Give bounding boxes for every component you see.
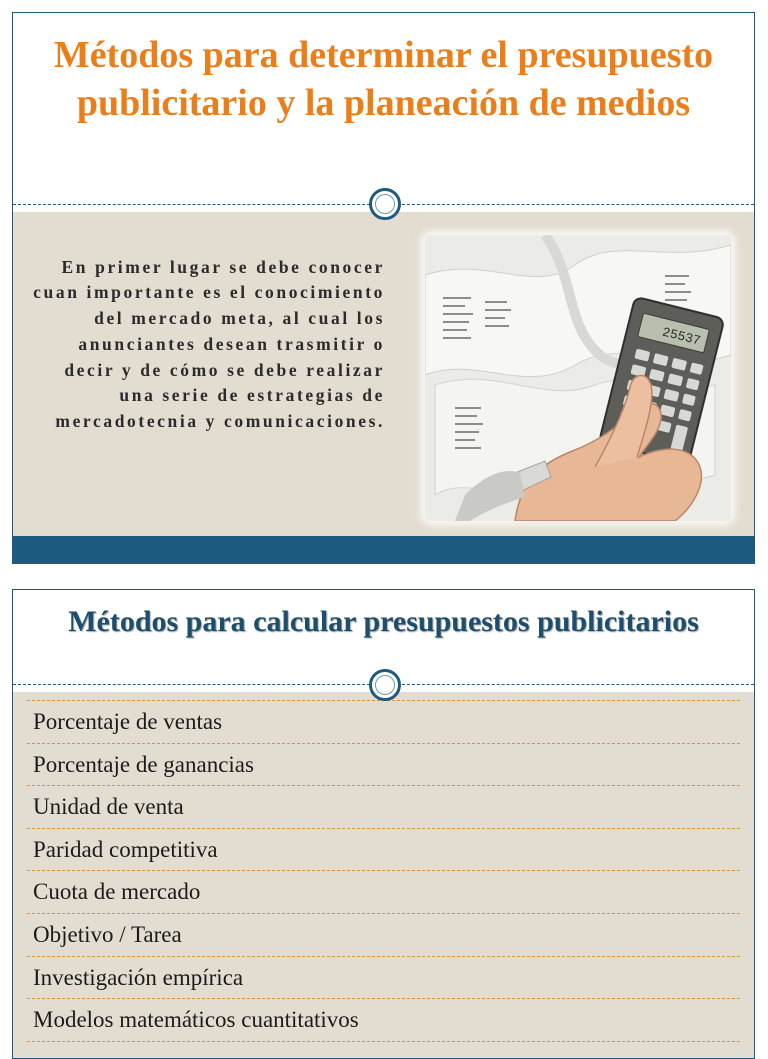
list-item: Modelos matemáticos cuantitativos xyxy=(27,999,740,1042)
calculator-illustration xyxy=(425,235,731,521)
intro-paragraph: En primer lugar se debe conocer cuan importante es el conocimiento del mercado meta, al cual los anunciantes desean trasmitir o decir y de cómo se debe realizar una serie de estrategias de mercadotecnia y comunicaciones. xyxy=(33,256,385,432)
slide-title: Métodos para calcular presupuestos publicitarios xyxy=(68,605,699,638)
list-item: Porcentaje de ventas xyxy=(27,701,740,744)
slide-calculation-methods xyxy=(12,589,755,1059)
list-item: Objetivo / Tarea xyxy=(27,914,740,957)
list-item: Porcentaje de ganancias xyxy=(27,744,740,787)
slide-body xyxy=(13,692,754,1058)
methods-list xyxy=(27,700,740,1042)
divider-ring-ornament xyxy=(369,188,401,220)
list-item: Investigación empírica xyxy=(27,957,740,1000)
slide-body xyxy=(13,212,754,536)
slide-title: Métodos para determinar el presupuesto publicitario y la planeación de medios xyxy=(53,34,714,124)
list-item: Paridad competitiva xyxy=(27,829,740,872)
list-item: Cuota de mercado xyxy=(27,871,740,914)
calculator-photo xyxy=(425,235,731,521)
slide-budget-methods xyxy=(12,12,755,564)
list-item: Unidad de venta xyxy=(27,786,740,829)
footer-band xyxy=(13,536,754,563)
divider-ring-ornament xyxy=(369,669,401,701)
svg-text:25537: 25537 xyxy=(660,324,703,349)
